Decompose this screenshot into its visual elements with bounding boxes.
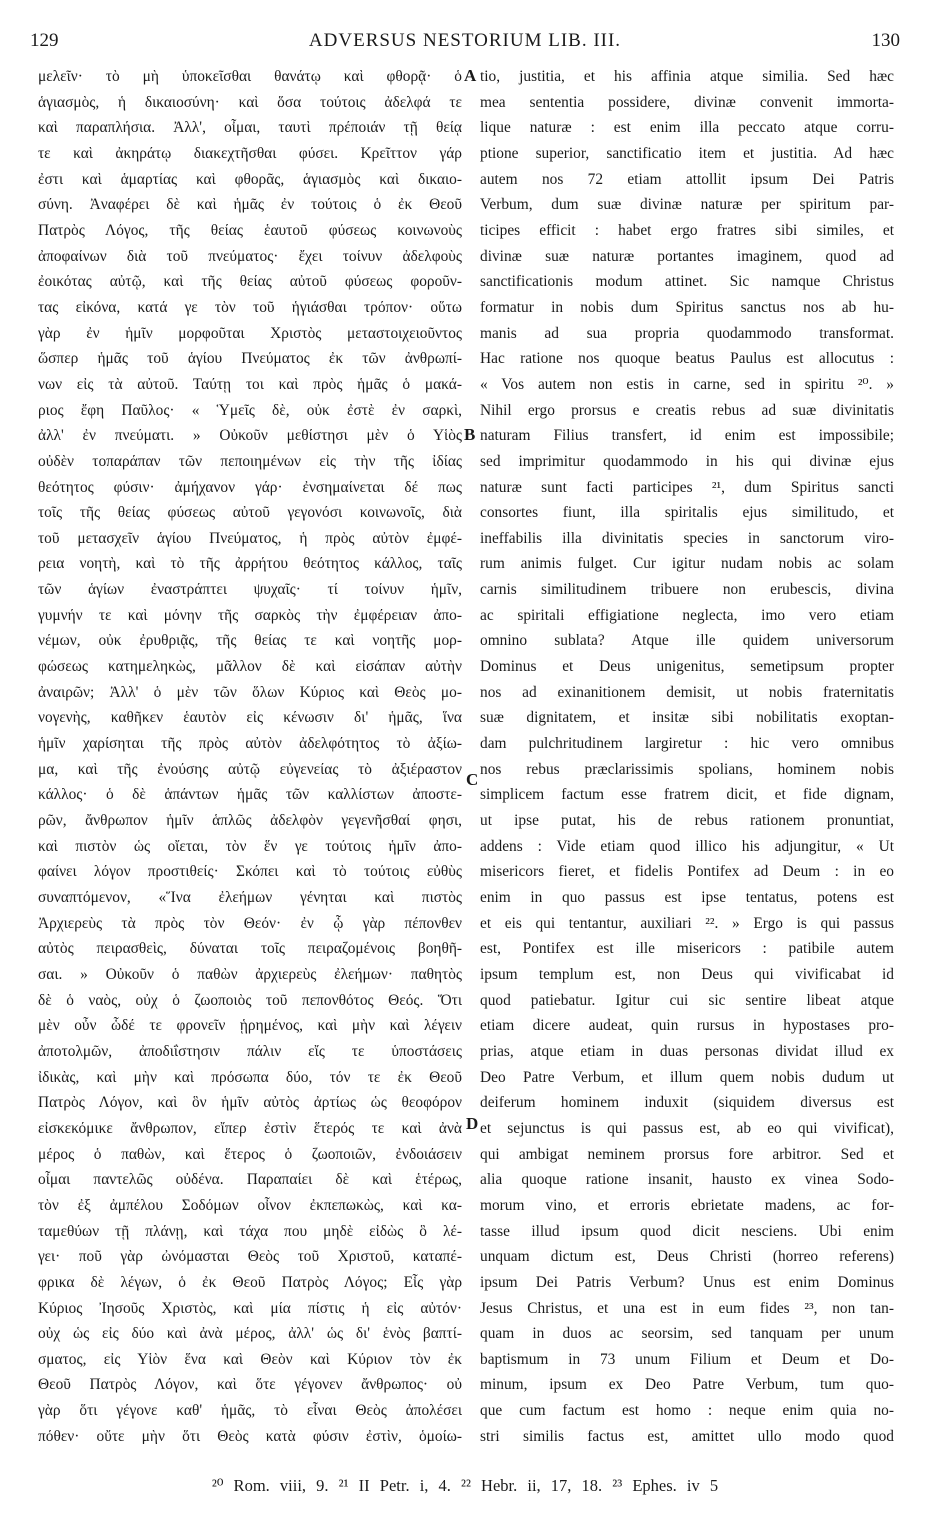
page-number-left: 129 (30, 30, 59, 51)
greek-text-line: Ἀρχιερεὺς τὰ πρὸς τὸν Θεόν· ἐν ᾧ γὰρ πέπονθεν (38, 914, 462, 932)
greek-text-line: γὰρ ἐν ἡμῖν μορφοῦται Χριστὸς μεταστοιχειοῦντος (38, 324, 462, 342)
latin-text-line: nos ad exinanitionem demisit, ut nobis fraternitatis (480, 683, 894, 701)
greek-text-line: νέμων, οὐκ ἐρυθριᾷς, τῆς θείας τε καὶ νοητῆς μορ- (38, 632, 462, 650)
page-number-right: 130 (871, 30, 900, 51)
greek-text-line: Πατρὸς Λόγος, τῆς θείας ἑαυτοῦ φύσεως κοινωνοὺς (38, 221, 462, 239)
latin-text-line: addens : Vide etiam quod illico his adjungitur, « Ut (480, 837, 894, 855)
greek-text-line: σαι. » Οὐκοῦν ὁ παθὼν ἀρχιερεὺς ἐλεήμων· παθητὸς (38, 965, 462, 983)
greek-text-line: νογενὴς, καθῆκεν ἑαυτὸν εἰς κένωσιν δι' ἡμᾶς, ἵνα (38, 709, 462, 727)
greek-text-line: ἀποτολμῶν, ἀποδιΐστησιν πάλιν εἴς τε ὑποστάσεις (38, 1042, 462, 1060)
latin-text-line: Hac ratione nos quoque beatus Paulus est allocutus : (480, 350, 894, 368)
latin-text-line: « Vos autem non estis in carne, sed in spiritu ²⁰. » (480, 375, 894, 393)
latin-text-line: autem nos 72 etiam attollit ipsum Dei Patris (480, 170, 894, 188)
greek-text-line: τε καὶ ἀκηράτῳ διακεχτῆσθαι φύσει. Κρεῖττον γάρ (38, 144, 462, 162)
greek-text-line: εἰσκεκόμικε ἄνθρωπον, εἴπερ ἐστὶν ἕτερός τε καὶ ἀνὰ (38, 1119, 462, 1137)
latin-text-line: tasse illud ipsum quod dicit nesciens. Ubi enim (480, 1222, 894, 1240)
latin-text-line: simplicem factum esse fratrem dicit, et fide dignam, (480, 786, 894, 804)
latin-text-column (480, 64, 894, 1444)
latin-text-line: ut ipse putat, his de rebus rationem pronuntiat, (480, 812, 894, 830)
latin-text-line: suæ dignitatem, et insitæ sibi nobilitatis exoptan- (480, 709, 894, 727)
greek-text-line: καὶ παραπλήσια. Ἀλλ', οἶμαι, ταυτὶ πρέποιάν τῇ θείᾳ (38, 119, 462, 137)
greek-text-line: ριος ἔφη Παῦλος· « Ὑμεῖς δὲ, οὐκ ἐστὲ ἐν σαρκὶ, (38, 401, 462, 419)
greek-text-line: ἀποφαίνων διὰ τοῦ πνεύματος· ἔχει τοίνυν ἀδελφοὺς (38, 247, 462, 265)
greek-text-line: καὶ πιστὸν ὡς οἴεται, τὸν ἕν γε τούτοις ἡμῖν ἀπο- (38, 837, 462, 855)
latin-text-line: alia quoque ratione insanit, hausto ex vinea Sodo- (480, 1171, 894, 1189)
latin-text-line: unquam dictum est, Deus Christi (horreo referens) (480, 1248, 894, 1266)
greek-text-line: σύνη. Ἀναφέρει δὲ καὶ ἡμᾶς ἐν τούτοις ὁ ἐκ Θεοῦ (38, 196, 462, 214)
latin-text-line: dam pulchritudinem largiretur : hic vero omnibus (480, 735, 894, 753)
latin-text-line: baptismum in 73 unum Filium et Deum et Do- (480, 1350, 894, 1368)
latin-text-line: Dominus et Deus unigenitus, semetipsum propter (480, 658, 894, 676)
latin-text-line: mea sententia possidere, divinæ convenit immorta- (480, 93, 894, 111)
latin-text-line: lique naturæ : est enim illa peccato atque corru- (480, 119, 894, 137)
latin-text-line: qui ambigat neminem prorsus fore arbitror. Sed et (480, 1145, 894, 1163)
latin-text-line: enim in quo passus est ipse tentatus, potens est (480, 889, 894, 906)
greek-text-line: τας εἰκόνα, κατά γε τὸν τοῦ ἡγιάσθαι τρόπον· οὕτω (38, 298, 462, 316)
greek-text-line: ρῶν, ἄνθρωπον ἡμῖν ἁπλῶς ἀδελφὸν γεγενῆσθαί φησι, (38, 812, 462, 830)
greek-text-line: σματος, εἰς Υἱὸν ἕνα καὶ Θεὸν καὶ Κύριον τὸν ἐκ (38, 1350, 462, 1368)
greek-text-line: Θεοῦ Πατρὸς Λόγον, καὶ ὅτε γέγονεν ἄνθρωπος· οὐ (38, 1376, 462, 1394)
greek-text-line: ἐστι καὶ ἁμαρτίας καὶ φθορᾶς, ἁγιασμὸς καὶ δικαιο- (38, 170, 462, 188)
greek-text-line: φρικα δὲ λέγων, ὁ ἐκ Θεοῦ Πατρὸς Λόγος; Εἷς γὰρ (38, 1273, 462, 1291)
greek-text-line: κάλλος· ὁ δὲ ἁπάντων ἡμᾶς τῶν καλλίστων ἀποστε- (38, 786, 462, 804)
greek-text-line: μέρος ὁ παθὼν, καὶ ἕτερος ὁ ζωοποιῶν, ἐνδοιάσειν (38, 1145, 462, 1163)
latin-text-line: naturam Filius transfert, id enim est impossibile; (480, 427, 894, 445)
latin-text-line: minum, ipsum ex Deo Patre Verbum, tum quo- (480, 1376, 894, 1394)
greek-text-line: πόθεν· οὔτε μὴν ὅτι Θεὸς κατὰ φύσιν ἐστὶν, ὁμοίω- (38, 1427, 462, 1444)
greek-text-line: τοῖς τῆς θείας φύσεως αὐτοῦ γεγονόσι κοινωνοῖς, διὰ (38, 504, 462, 522)
latin-text-line: ipsum templum est, non Deus qui vivificabat id (480, 965, 894, 983)
latin-text-line: et eis qui tentantur, auxiliari ²². » Ergo is qui passus (480, 914, 894, 932)
latin-text-line: Nihil ergo prorsus e creatis rebus ad suæ divinitatis (480, 401, 894, 419)
greek-text-line: ὥσπερ ἡμᾶς τοῦ ἁγίου Πνεύματος ἐκ τῶν ἀνθρωπί- (38, 350, 462, 368)
latin-text-line: que cum factum est homo : neque enim quia no- (480, 1402, 894, 1420)
latin-text-line: tio, justitia, et his affinia atque similia. Sed hæc (480, 68, 894, 85)
latin-text-line: et sejunctus is qui passus est, ab eo qui vivificat), (480, 1119, 894, 1137)
running-header (30, 30, 900, 60)
latin-text-line: stri similis factus est, amittet ullo modo quod (480, 1427, 894, 1444)
greek-text-line: φώσεως κατημεληκὼς, μᾶλλον δὲ καὶ εἰσάπαν αὐτὴν (38, 658, 462, 676)
greek-text-line: Πατρὸς Λόγον, καὶ ὃν ἡμῖν αὐτὸς ἀρτίως ὡς θεοφόρον (38, 1094, 462, 1112)
greek-text-line: μα, καὶ τῆς ἐνούσης αὐτῷ εὐγενείας τὸ ἀξιέραστον (38, 760, 462, 778)
greek-text-line: φαίνει λόγον προστιθείς· Σκόπει καὶ τὸ τούτοις εὐθὺς (38, 863, 462, 881)
running-title: ADVERSUS NESTORIUM LIB. III. (308, 30, 622, 51)
margin-letter-c: C (466, 770, 479, 789)
greek-text-line: ἁγιασμὸς, ἡ δικαιοσύνη· καὶ ὅσα τούτοις ἀδελφά τε (38, 93, 462, 111)
greek-text-column (38, 64, 462, 1444)
latin-text-line: morum vino, et erroris ebrietate madens, ac for- (480, 1196, 894, 1214)
greek-text-line: οὐχ ὡς εἰς δύο καὶ ἀνὰ μέρος, ἀλλ' ὡς δι' ἑνὸς βαπτί- (38, 1325, 462, 1343)
greek-text-line: νων εἰς τὰ αὐτοῦ. Ταύτῃ τοι καὶ πρὸς ἡμᾶς ὁ μακά- (38, 375, 462, 393)
footnotes: ²⁰ Rom. viii, 9. ²¹ II Petr. i, 4. ²² Hebr. ii, 17, 18. ²³ Ephes. iv 5 (211, 1476, 719, 1495)
greek-text-line: μὲν οὖν ὧδέ τε φρονεῖν ᾑρημένος, καὶ μὴν καὶ λέγειν (38, 1017, 462, 1035)
greek-text-line: τῶν ἁγίων ἐναστράπτει ψυχαῖς· τί τοίνυν ἡμῖν, (38, 581, 462, 599)
greek-text-line: ἀναιρῶν; Ἀλλ' ὁ μὲν τῶν ὅλων Κύριος καὶ Θεὸς μο- (38, 683, 462, 701)
greek-text-line: τὸν ἐξ ἀμπέλου Σοδόμων οἶνον ἐκπεπωκὼς, καὶ κα- (38, 1196, 462, 1214)
latin-text-line: prias, atque etiam in duas personas dividat illud ex (480, 1042, 894, 1060)
latin-text-line: nos rebus præclarissimis spolians, hominem nobis (480, 760, 894, 778)
latin-text-line: ptione superior, sanctificatio item et justitia. Ad hæc (480, 144, 894, 162)
latin-text-line: ac spiritali effigiatione neglecta, imo vero etiam (480, 606, 894, 624)
greek-text-line: δὲ ὁ ναὸς, οὐχ ὁ ζωοποιὸς τοῦ πεπονθότος Θεός. Ὅτι (38, 991, 462, 1009)
latin-text-line: quod patiebatur. Igitur cui sic sentire libeat atque (480, 991, 894, 1009)
greek-text-line: ἐοικότας αὐτῷ, καὶ τῆς θείας αὐτοῦ φύσεως φοροῦν- (38, 273, 462, 291)
margin-letter-d: D (466, 1114, 479, 1133)
greek-text-line: γει· ποῦ γὰρ ὠνόμασται Θεὸς τοῦ Χριστοῦ, καταπέ- (38, 1248, 462, 1266)
greek-text-line: ρεια νοητὴ, καὶ τὸ τῆς ἀρρήτου θεότητος κάλλος, ταῖς (38, 555, 462, 573)
greek-text-line: θεότητος φύσιν· ἀμήχανον γάρ· ἐνσημαίνεται δέ πως (38, 478, 462, 496)
greek-text-line: τοῦ μετασχεῖν ἁγίου Πνεύματος, ἡ πρὸς αὐτὸν ἐμφέ- (38, 529, 462, 547)
latin-text-line: naturæ sunt facti participes ²¹, dum Spiritus sancti (480, 478, 894, 496)
latin-text-line: ipsum Dei Patris Verbum? Unus est enim Dominus (480, 1273, 894, 1291)
latin-text-line: est, Pontifex est ille misericors : patibile autem (480, 940, 894, 958)
greek-text-line: ἀλλ' ἐν πνεύματι. » Οὐκοῦν μεθίστησι μὲν ὁ Υἱὸς (38, 427, 462, 445)
greek-text-line: ἡμῖν χαρίσηται τῆς πρὸς αὐτὸν ἀδελφότητος τὸ ἀξίω- (38, 735, 462, 753)
latin-text-line: manis ad sua propria quodammodo transformat. (480, 324, 894, 342)
latin-text-line: Verbum, dum suæ divinæ naturæ per spiritum par- (480, 196, 894, 214)
latin-text-line: quam in duos ac seorsim, sed tanquam per unum (480, 1325, 894, 1343)
greek-text-line: μελεῖν· τὸ μὴ ὑποκεῖσθαι θανάτῳ καὶ φθορᾷ· ὁ (38, 68, 462, 85)
latin-text-line: omnino sublata? Atque ille quidem universorum (480, 632, 894, 650)
latin-text-line: sanctificationis modum attinet. Sic namque Christus (480, 273, 894, 291)
latin-text-line: consortes fiunt, illa spiritalis ejus similitudo, et (480, 504, 894, 522)
latin-text-line: deiferum hominem induxit (siquidem diversus est (480, 1094, 894, 1112)
greek-text-line: οἶμαι παντελῶς οὐδένα. Παραπαίει δὲ καὶ ἑτέρως, (38, 1171, 462, 1189)
latin-text-line: Deo Patre Verbum, et illum quem nobis dudum ut (480, 1068, 894, 1086)
greek-text-line: ἰδικὰς, καὶ μὴν καὶ πρόσωπα δύο, τόν τε ἐκ Θεοῦ (38, 1068, 462, 1086)
latin-text-line: ineffabilis illa divinitatis species in sanctorum viro- (480, 529, 894, 547)
latin-text-line: Jesus Christus, et una est in eum fides ²³, non tan- (480, 1299, 894, 1317)
greek-text-line: ταμεθύων τῇ πλάνῃ, καὶ τάχα που μηδὲ εἰδὼς ὃ λέ- (38, 1222, 462, 1240)
greek-text-line: οὐδὲν τοπαράπαν τῶν πεποιημένων εἰς τὴν τῆς ἰδίας (38, 452, 462, 470)
latin-text-line: rum animis fulget. Cur igitur nudam nobis ac solam (480, 555, 894, 573)
latin-text-line: formatur in nobis dum Spiritus sanctus nos ab hu- (480, 298, 894, 316)
margin-letter-b: B (464, 425, 476, 444)
greek-text-line: αὐτὸς πειρασθεὶς, δύναται τοῖς πειραζομένοις βοηθῆ- (38, 940, 462, 958)
latin-text-line: ticipes efficit : habet ergo fratres sibi similes, et (480, 221, 894, 239)
latin-text-line: carnis similitudinem tribuere non erubescis, divina (480, 581, 894, 599)
latin-text-line: divinæ suæ naturæ portantes imaginem, quod ad (480, 247, 894, 265)
margin-letter-a: A (464, 66, 477, 85)
greek-text-line: συναπτόμενον, «Ἵνα ἐλεήμων γένηται καὶ πιστὸς (38, 889, 462, 906)
greek-text-line: γυμνήν τε καὶ μόνην τῆς σαρκὸς τὴν ἐμφέρειαν ἀπο- (38, 606, 462, 624)
greek-text-line: γὰρ ὅτι γέγονε καθ' ἡμᾶς, τὸ εἶναι Θεὸς ἀπολέσει (38, 1402, 462, 1420)
latin-text-line: etiam dicere audeat, quin rursus in hypostases pro- (480, 1017, 894, 1035)
latin-text-line: misericors fieret, et fidelis Pontifex ad Deum : in eo (480, 863, 894, 881)
latin-text-line: sed imprimitur quodammodo in his qui divinæ ejus (480, 452, 894, 470)
greek-text-line: Κύριος Ἰησοῦς Χριστὸς, καὶ μία πίστις ἡ εἰς αὐτόν· (38, 1299, 462, 1317)
